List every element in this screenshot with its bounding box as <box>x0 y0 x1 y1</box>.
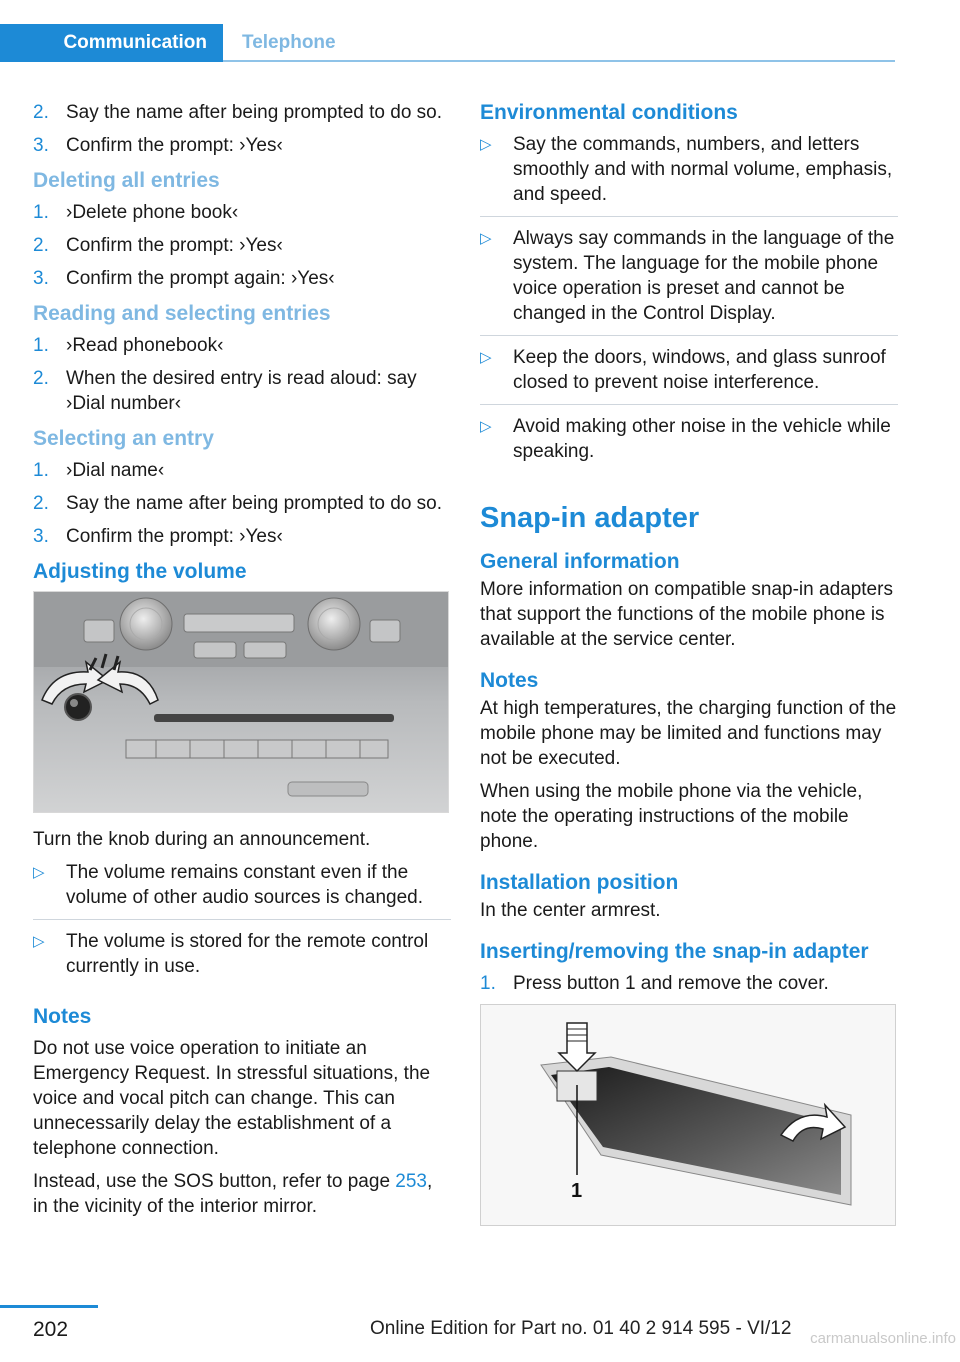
page-header <box>0 24 895 62</box>
list-item: ▷ Say the commands, numbers, and letters smoothly and with normal volume, emphasis, and speed. <box>480 132 898 217</box>
triangle-bullet-icon: ▷ <box>33 864 45 881</box>
section-tab[interactable]: Communication <box>0 24 223 62</box>
triangle-bullet-icon: ▷ <box>480 136 492 153</box>
heading-general-information: General information <box>480 550 680 573</box>
general-paragraph: More information on compatible snap-in adapters that support the functions of the mobile phone is available at the service center. <box>480 579 893 650</box>
footer-rule <box>0 1305 98 1308</box>
header-rule <box>223 60 895 62</box>
list-item: 2. Say the name after being prompted to do so. <box>33 493 443 514</box>
heading-deleting: Deleting all entries <box>33 169 220 192</box>
notes-paragraph: Do not use voice operation to initiate an Emergency Request. In stressful situations, the voice and vocal pitch can change. This can unnecessarily delay the establishment of a telephone connection. <box>33 1038 431 1159</box>
triangle-bullet-icon: ▷ <box>480 418 492 435</box>
heading-selecting: Selecting an entry <box>33 427 214 450</box>
notes-paragraph-sos: Instead, use the SOS button, refer to page 253, in the vicinity of the interior mirror. <box>33 1171 433 1217</box>
notes-instructions: When using the mobile phone via the vehicle, note the operating instructions of the mobile phone. <box>480 781 863 852</box>
list-item: ▷ Keep the doors, windows, and glass sunroof closed to prevent noise interference. <box>480 345 898 405</box>
step-list-continued <box>33 100 451 158</box>
environment-bullets <box>480 132 898 473</box>
notes-temperature: At high temperatures, the charging function of the mobile phone may be limited and functions may not be executed. <box>480 698 897 769</box>
right-column <box>480 100 898 1226</box>
list-item: 2. When the desired entry is read aloud: say ›Dial number‹ <box>33 368 417 414</box>
list-item: 1. ›Read phonebook‹ <box>33 335 224 356</box>
triangle-bullet-icon: ▷ <box>480 230 492 247</box>
list-item: 2. Say the name after being prompted to do so. <box>33 102 443 123</box>
list-item: 1. Press button 1 and remove the cover. <box>480 973 829 994</box>
list-item: ▷ The volume remains constant even if the volume of other audio sources is changed. <box>33 860 451 920</box>
heading-environment: Environmental conditions <box>480 101 738 124</box>
heading-reading: Reading and selecting entries <box>33 302 331 325</box>
deleting-steps <box>33 200 451 291</box>
heading-installation-position: Installation position <box>480 871 679 894</box>
list-item: 3. Confirm the prompt again: ›Yes‹ <box>33 268 335 289</box>
list-item: 3. Confirm the prompt: ›Yes‹ <box>33 526 283 547</box>
heading-notes-left: Notes <box>33 1005 92 1028</box>
reading-steps <box>33 333 451 416</box>
left-column <box>33 100 451 1227</box>
list-item: 1. ›Dial name‹ <box>33 460 165 481</box>
list-item: 3. Confirm the prompt: ›Yes‹ <box>33 135 283 156</box>
triangle-bullet-icon: ▷ <box>33 933 45 950</box>
volume-caption: Turn the knob during an announcement. <box>33 829 371 850</box>
inserting-steps <box>480 971 898 996</box>
subsection-tab[interactable]: Telephone <box>242 32 336 53</box>
selecting-steps <box>33 458 451 549</box>
list-item: 2. Confirm the prompt: ›Yes‹ <box>33 235 283 256</box>
page-number: 202 <box>33 1318 69 1341</box>
heading-volume: Adjusting the volume <box>33 560 247 583</box>
armrest-cover-figure <box>480 1004 896 1226</box>
list-item: 1. ›Delete phone book‹ <box>33 202 239 223</box>
callout-label-1: 1 <box>571 1180 583 1202</box>
list-item: ▷ Avoid making other noise in the vehicle while speaking. <box>480 416 891 462</box>
list-item: ▷ Always say commands in the language of the system. The language for the mobile phone voice operation is preset and cannot be changed in the Control Display. <box>480 226 898 336</box>
volume-knob <box>65 694 91 720</box>
page-link[interactable]: 253 <box>395 1171 427 1192</box>
edition-text: Online Edition for Part no. 01 40 2 914 595 - VI/12 <box>370 1318 792 1339</box>
heading-snap-in-adapter: Snap-in adapter <box>480 502 700 534</box>
heading-notes-right: Notes <box>480 669 539 692</box>
list-item: ▷ The volume is stored for the remote control currently in use. <box>33 931 429 977</box>
console-illustration <box>34 592 449 813</box>
installation-paragraph: In the center armrest. <box>480 900 661 921</box>
watermark-text: carmanualsonline.info <box>810 1330 956 1347</box>
triangle-bullet-icon: ▷ <box>480 349 492 366</box>
volume-knob-figure <box>33 591 449 813</box>
heading-inserting-removing: Inserting/removing the snap-in adapter <box>480 940 869 963</box>
volume-bullets <box>33 860 451 988</box>
armrest-illustration <box>481 1005 896 1226</box>
